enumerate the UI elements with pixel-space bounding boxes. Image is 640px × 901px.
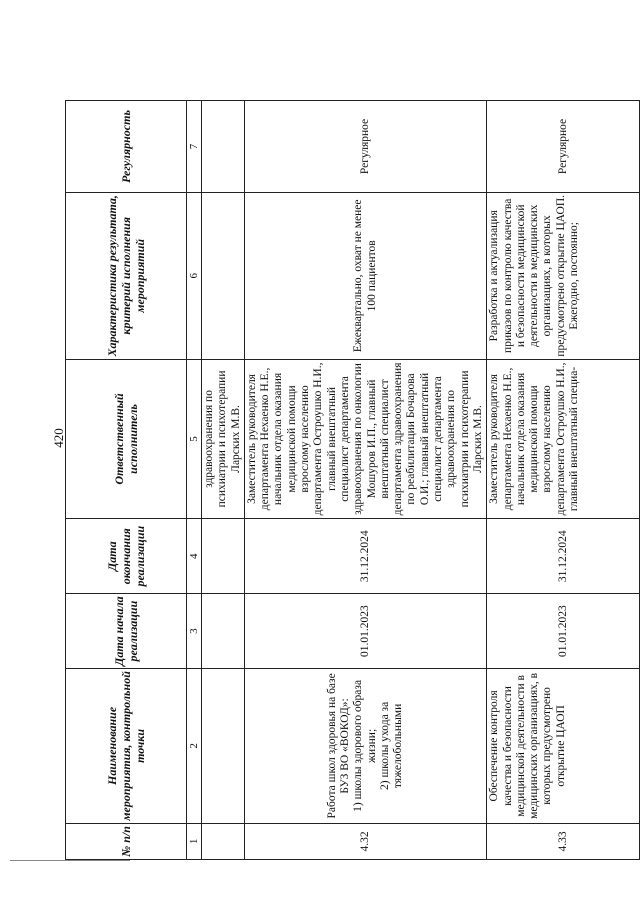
table-row xyxy=(244,101,486,860)
page-number: 420 xyxy=(51,428,66,448)
header-name: Наименование мероприятия, контрольной точки xyxy=(66,669,187,824)
result-cell: Разработка и актуализация приказов по контролю качества и безопасности медицинской деятельности в медицинских организациях, в которых предусмотрено открытие ЦАОП. Ежегодно, постоянно; xyxy=(487,192,640,359)
column-number: 1 xyxy=(187,823,202,859)
cell-empty xyxy=(202,101,245,193)
cell-empty xyxy=(202,594,245,669)
activity-name-cell xyxy=(244,669,486,824)
header-start-date: Дата начала реализации xyxy=(66,594,187,669)
start-date: 01.01.2023 xyxy=(244,594,486,669)
row-number: 4.32 xyxy=(244,823,486,859)
column-number-row xyxy=(187,101,202,860)
cell-empty xyxy=(202,519,245,594)
column-number: 2 xyxy=(187,669,202,824)
activity-item: 1) школы здорового образа жизни; xyxy=(352,679,378,812)
activities-table xyxy=(65,100,640,860)
cell-empty xyxy=(202,823,245,859)
header-num: № п/п xyxy=(66,823,187,859)
activity-item: 2) школы ухода за тяжелобольными xyxy=(378,701,405,791)
header-row xyxy=(66,101,187,860)
column-number: 5 xyxy=(187,359,202,519)
cell-empty xyxy=(202,192,245,359)
rotated-table-container xyxy=(65,100,625,860)
row-number: 4.33 xyxy=(487,823,640,859)
end-date: 31.12.2024 xyxy=(487,519,640,594)
executor-cell: Заместитель руководителя департамента Нехаенко Н.Е., начальник отдела оказания медицинской помощи взрослому населению департамента Остроушко Н.И., главный внештатный специалист департамента здравоохранения по онкологии Мошуров И.П., главный внештатный специалист департамента здравоохранения по реабилитации Бочарова О.И.; главный внештатный специалист департамента здравоохранения по психиатрии и психотерапии Ларских М.В. xyxy=(244,359,486,519)
regularity-cell: Регулярное xyxy=(244,101,486,193)
column-number: 3 xyxy=(187,594,202,669)
start-date: 01.01.2023 xyxy=(487,594,640,669)
column-number: 7 xyxy=(187,101,202,193)
scan-edge-line xyxy=(10,860,130,861)
executor-cell: здравоохранения по психиатрии и психотерапии Ларских М.В. xyxy=(202,359,245,519)
table-row xyxy=(487,101,640,860)
header-executor: Ответственный исполнитель xyxy=(66,359,187,519)
column-number: 6 xyxy=(187,192,202,359)
end-date: 31.12.2024 xyxy=(244,519,486,594)
header-regularity: Регулярность xyxy=(66,101,187,193)
regularity-cell: Регулярное xyxy=(487,101,640,193)
activity-name-cell: Обеспечение контроля качества и безопасности медицинской деятельности в медицинских организациях, в которых предусмотрено открытие ЦАОП xyxy=(487,669,640,824)
header-end-date: Дата окончания реализации xyxy=(66,519,187,594)
column-number: 4 xyxy=(187,519,202,594)
executor-cell: Заместитель руководителя департамента Нехаенко Н.Е., начальник отдела оказания медицинской помощи взрослому населению департамента Остроушко Н.И., главный внештатный специа- xyxy=(487,359,640,519)
cell-empty xyxy=(202,669,245,824)
activity-title: Работа школ здоровья на базе БУЗ ВО «ВОКОД»: xyxy=(325,673,351,819)
header-result: Характеристика результата, критерий исполнения мероприятий xyxy=(66,192,187,359)
table-row-continuation xyxy=(202,101,245,860)
result-cell: Ежеквартально, охват не менее 100 пациентов xyxy=(244,192,486,359)
